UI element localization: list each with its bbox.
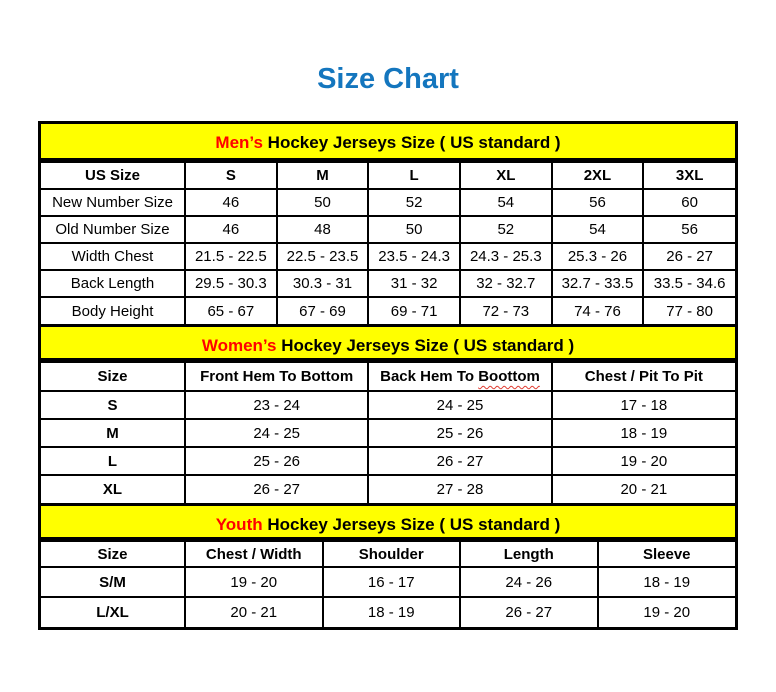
size-cell: 56	[552, 189, 644, 216]
size-cell: 32.7 - 33.5	[552, 270, 644, 297]
column-header: Chest / Pit To Pit	[552, 362, 735, 391]
womens-size-table	[41, 361, 735, 503]
size-cell: 26 - 27	[643, 243, 735, 270]
row-label: M	[41, 419, 185, 447]
table-row	[41, 447, 735, 475]
size-cell: 26 - 27	[185, 475, 368, 503]
size-cell: 32 - 32.7	[460, 270, 552, 297]
size-cell: 26 - 27	[368, 447, 551, 475]
size-cell: 21.5 - 22.5	[185, 243, 277, 270]
size-cell: 65 - 67	[185, 297, 277, 324]
size-cell: 17 - 18	[552, 391, 735, 419]
column-header: Shoulder	[323, 541, 461, 567]
size-cell: 46	[185, 189, 277, 216]
size-cell: 19 - 20	[185, 567, 323, 597]
size-cell: 30.3 - 31	[277, 270, 369, 297]
size-cell: 50	[368, 216, 460, 243]
womens-section-title-highlight: Women’s	[201, 336, 277, 355]
column-header: 2XL	[552, 162, 644, 189]
size-cell: 18 - 19	[323, 597, 461, 627]
column-header: Chest / Width	[185, 541, 323, 567]
size-cell: 18 - 19	[598, 567, 736, 597]
size-cell: 24 - 25	[368, 391, 551, 419]
mens-section-title-highlight: Men’s	[215, 133, 263, 152]
column-header: US Size	[41, 162, 185, 189]
womens-header-row	[41, 362, 735, 391]
column-header: Sleeve	[598, 541, 736, 567]
row-label: Body Height	[41, 297, 185, 324]
size-cell: 22.5 - 23.5	[277, 243, 369, 270]
size-cell: 29.5 - 30.3	[185, 270, 277, 297]
column-header: Back Hem To Boottom	[368, 362, 551, 391]
size-cell: 18 - 19	[552, 419, 735, 447]
size-cell: 50	[277, 189, 369, 216]
column-header: Size	[41, 541, 185, 567]
size-cell: 27 - 28	[368, 475, 551, 503]
column-header: S	[185, 162, 277, 189]
size-cell: 67 - 69	[277, 297, 369, 324]
size-cell: 24 - 26	[460, 567, 598, 597]
size-cell: 19 - 20	[552, 447, 735, 475]
size-cell: 74 - 76	[552, 297, 644, 324]
size-cell: 25 - 26	[368, 419, 551, 447]
column-header: Size	[41, 362, 185, 391]
size-chart-table	[38, 121, 738, 630]
column-header: XL	[460, 162, 552, 189]
table-row	[41, 270, 735, 297]
youth-size-table	[41, 540, 735, 627]
table-row	[41, 475, 735, 503]
youth-section-title: Youth Hockey Jerseys Size ( US standard )	[41, 503, 735, 540]
row-label: S/M	[41, 567, 185, 597]
size-cell: 48	[277, 216, 369, 243]
column-header: 3XL	[643, 162, 735, 189]
size-cell: 19 - 20	[598, 597, 736, 627]
size-cell: 54	[552, 216, 644, 243]
size-cell: 24 - 25	[185, 419, 368, 447]
table-row	[41, 216, 735, 243]
size-cell: 25.3 - 26	[552, 243, 644, 270]
size-cell: 69 - 71	[368, 297, 460, 324]
table-row	[41, 243, 735, 270]
size-cell: 54	[460, 189, 552, 216]
misspelled-word: Boottom	[478, 368, 540, 385]
row-label: Old Number Size	[41, 216, 185, 243]
mens-size-table	[41, 161, 735, 324]
table-row	[41, 189, 735, 216]
column-header: Length	[460, 541, 598, 567]
size-cell: 72 - 73	[460, 297, 552, 324]
column-header: L	[368, 162, 460, 189]
size-cell: 31 - 32	[368, 270, 460, 297]
womens-section-title: Women’s Hockey Jerseys Size ( US standard )	[41, 324, 735, 361]
column-header: M	[277, 162, 369, 189]
size-cell: 56	[643, 216, 735, 243]
row-label: XL	[41, 475, 185, 503]
table-row	[41, 297, 735, 324]
row-label: Back Length	[41, 270, 185, 297]
mens-section-title: Men’s Hockey Jerseys Size ( US standard )	[41, 124, 735, 161]
size-cell: 23 - 24	[185, 391, 368, 419]
row-label: Width Chest	[41, 243, 185, 270]
size-cell: 20 - 21	[552, 475, 735, 503]
table-row	[41, 597, 735, 627]
table-row	[41, 419, 735, 447]
row-label: New Number Size	[41, 189, 185, 216]
size-cell: 52	[368, 189, 460, 216]
size-cell: 20 - 21	[185, 597, 323, 627]
column-header: Front Hem To Bottom	[185, 362, 368, 391]
size-cell: 26 - 27	[460, 597, 598, 627]
size-cell: 23.5 - 24.3	[368, 243, 460, 270]
size-cell: 25 - 26	[185, 447, 368, 475]
youth-header-row	[41, 541, 735, 567]
size-cell: 77 - 80	[643, 297, 735, 324]
mens-header-row	[41, 162, 735, 189]
size-cell: 24.3 - 25.3	[460, 243, 552, 270]
page-title: Size Chart	[317, 63, 459, 95]
size-cell: 33.5 - 34.6	[643, 270, 735, 297]
size-cell: 46	[185, 216, 277, 243]
size-cell: 60	[643, 189, 735, 216]
table-row	[41, 567, 735, 597]
row-label: S	[41, 391, 185, 419]
size-cell: 16 - 17	[323, 567, 461, 597]
youth-section-title-highlight: Youth	[215, 515, 263, 534]
row-label: L	[41, 447, 185, 475]
table-row	[41, 391, 735, 419]
row-label: L/XL	[41, 597, 185, 627]
size-cell: 52	[460, 216, 552, 243]
